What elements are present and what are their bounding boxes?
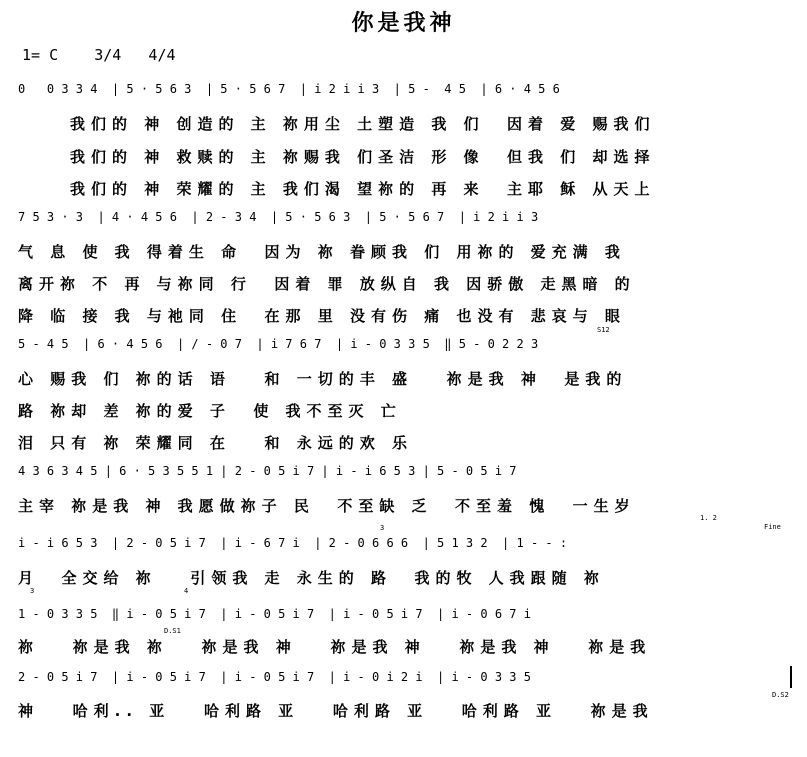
lyric-line-1-verse-3: 我们的 神 荣耀的 主 我们渴 望祢的 再 来 主耶 稣 从天上 xyxy=(70,180,656,198)
notation-line-5: i - i 6 5 3 | 2 - 0 5 i 7 | i - 6 7 i | 2 - 0 6 6 6 | 5 1 3 2 | 1 - - : xyxy=(18,536,568,550)
lyric-line-3-verse-1: 心 赐我 们 祢的话 语 和 一切的丰 盛 祢是我 神 是我的 xyxy=(18,370,628,388)
notation-line-6: 1 - 0 3 3 5 ‖ i - 0 5 i 7 | i - 0 5 i 7 | i - 0 5 i 7 | i - 0 6 7 i xyxy=(18,607,531,621)
first-ending-mark: 1. 2 xyxy=(700,514,717,522)
lyric-line-3-verse-3: 泪 只有 祢 荣耀同 在 和 永远的欢 乐 xyxy=(18,434,414,452)
ds2-mark: D.S2 xyxy=(772,691,789,699)
fine-mark: Fine xyxy=(764,523,781,531)
lyric-line-5: 月 全交给 祢 引领我 走 永生的 路 我的牧 人我跟随 祢 xyxy=(18,569,605,587)
lyric-line-2-verse-3: 降 临 接 我 与祂同 住 在那 里 没有伤 痛 也没有 悲哀与 眼 xyxy=(18,307,626,325)
lyric-line-6: 祢 祢是我 祢 祢是我 神 祢是我 神 祢是我 神 祢是我 xyxy=(18,638,652,656)
lyric-line-1-verse-1: 我们的 神 创造的 主 祢用尘 土塑造 我 们 因着 爱 赐我们 xyxy=(70,115,656,133)
notation-line-4: 4 3 6 3 4 5 | 6 · 5 3 5 5 1 | 2 - 0 5 i 7 | i - i 6 5 3 | 5 - 0 5 i 7 xyxy=(18,464,517,478)
lyric-line-4: 主宰 祢是我 神 我愿做祢子 民 不至缺 乏 不至羞 愧 一生岁 xyxy=(18,497,636,515)
triplet-mark: 3 xyxy=(380,524,385,532)
lyric-line-2-verse-1: 气 息 使 我 得着生 命 因为 祢 眷顾我 们 用祢的 爱充满 我 xyxy=(18,243,626,261)
lyric-line-7: 神 哈利.. 亚 哈利路 亚 哈利路 亚 哈利路 亚 祢是我 xyxy=(18,702,654,720)
ds1-mark: D.S1 xyxy=(164,627,181,635)
key-and-time-signature: 1= C 3/4 4/4 xyxy=(22,46,176,64)
notation-line-1: 0 0 3 3 4 | 5 · 5 6 3 | 5 · 5 6 7 | i 2 i i 3 | 5 - 4 5 | 6 · 4 5 6 xyxy=(18,82,560,96)
final-barline xyxy=(790,666,792,688)
ending-3-mark: 3 xyxy=(30,587,35,595)
notation-line-7: 2 - 0 5 i 7 | i - 0 5 i 7 | i - 0 5 i 7 | i - 0 i 2 i | i - 0 3 3 5 xyxy=(18,670,531,684)
lyric-line-3-verse-2: 路 祢却 差 祢的爱 子 使 我不至灭 亡 xyxy=(18,402,402,420)
ending-4-mark: 4 xyxy=(184,587,189,595)
notation-line-2: 7 5 3 · 3 | 4 · 4 5 6 | 2 - 3 4 | 5 · 5 6 3 | 5 · 5 6 7 | i 2 i i 3 xyxy=(18,210,539,224)
segno-mark: S12 xyxy=(597,326,610,334)
notation-line-3: 5 - 4 5 | 6 · 4 5 6 | / - 0 7 | i 7 6 7 | i - 0 3 3 5 ‖ 5 - 0 2 2 3 xyxy=(18,337,539,351)
song-title: 你是我神 xyxy=(351,11,456,36)
lyric-line-1-verse-2: 我们的 神 救赎的 主 祢赐我 们圣洁 形 像 但我 们 却选择 xyxy=(70,148,656,166)
lyric-line-2-verse-2: 离开祢 不 再 与祢同 行 因着 罪 放纵自 我 因骄傲 走黑暗 的 xyxy=(18,275,636,293)
